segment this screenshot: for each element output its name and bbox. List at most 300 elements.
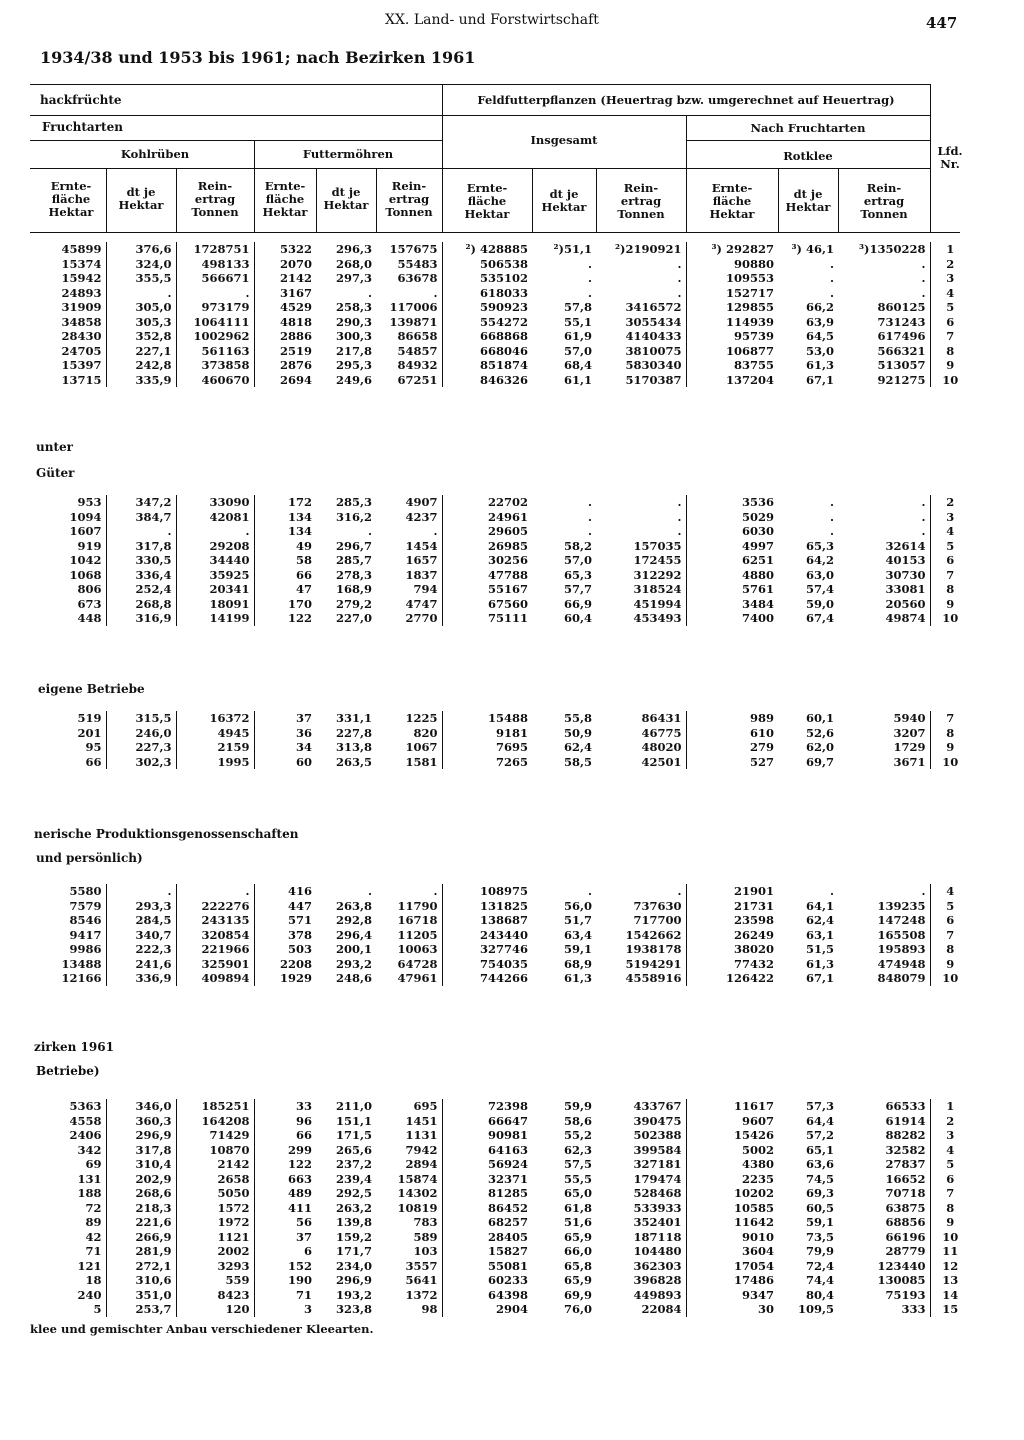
table-cell: 2658 bbox=[176, 1172, 254, 1187]
table-cell: 373858 bbox=[176, 358, 254, 373]
table-cell: 327746 bbox=[479, 942, 528, 956]
table-cell: 1972 bbox=[176, 1215, 254, 1230]
table-cell: 104480 bbox=[596, 1244, 686, 1259]
table-cell: 51,6 bbox=[563, 1215, 592, 1229]
table-cell: 77432 bbox=[733, 956, 774, 971]
table-cell: 336,9 bbox=[106, 971, 176, 986]
table-cell: 10819 bbox=[376, 1201, 442, 1216]
table-cell: . bbox=[829, 256, 834, 271]
data-table bbox=[30, 1099, 970, 1317]
header-col-flaeche: Ernte- fläche Hektar bbox=[262, 179, 308, 219]
table-cell: 131 bbox=[30, 1172, 106, 1187]
row-number-cell: 8 bbox=[946, 1200, 955, 1215]
table-cell: 71 bbox=[30, 1244, 106, 1259]
table-cell: 63,0 bbox=[805, 567, 834, 582]
table-cell: ²) 428885 bbox=[465, 242, 528, 256]
table-cell: 22084 bbox=[596, 1302, 686, 1317]
table-cell: 88282 bbox=[838, 1128, 930, 1143]
table-cell: 409894 bbox=[176, 971, 254, 986]
table-cell: 117006 bbox=[376, 300, 442, 315]
table-cell: . bbox=[829, 271, 834, 285]
table-cell: 66196 bbox=[838, 1230, 930, 1245]
table-cell: 157035 bbox=[596, 539, 686, 554]
table-cell: 164208 bbox=[176, 1114, 254, 1129]
table-cell: 16652 bbox=[838, 1172, 930, 1187]
footnote: klee und gemischter Anbau verschiedener Kleearten. bbox=[30, 1322, 374, 1336]
row-number-cell: 15 bbox=[942, 1302, 959, 1316]
table-cell: 70718 bbox=[838, 1186, 930, 1201]
table-cell: 1995 bbox=[176, 755, 254, 770]
row-number-cell: 6 bbox=[946, 913, 955, 927]
row-number-cell: 2 bbox=[946, 495, 955, 509]
row-number-cell: 5 bbox=[946, 1157, 955, 1171]
table-cell: 336,4 bbox=[106, 568, 176, 583]
table-cell: 278,3 bbox=[335, 567, 372, 582]
table-cell: 4529 bbox=[279, 300, 312, 314]
table-cell: 67251 bbox=[376, 373, 442, 388]
table-cell: 589 bbox=[376, 1230, 442, 1245]
table-cell: 1451 bbox=[376, 1114, 442, 1129]
table-cell: . bbox=[829, 509, 834, 524]
table-cell: 13488 bbox=[30, 957, 106, 972]
row-number-cell: 3 bbox=[946, 1128, 955, 1142]
table-cell: 10063 bbox=[376, 942, 442, 957]
table-cell: 55,5 bbox=[563, 1171, 592, 1186]
table-cell: 120 bbox=[176, 1302, 254, 1317]
row-number-cell: 7 bbox=[946, 1186, 955, 1200]
table-cell: 130085 bbox=[838, 1273, 930, 1288]
table-cell: 65,3 bbox=[805, 538, 834, 553]
table-cell: 114939 bbox=[725, 314, 774, 329]
table-row bbox=[30, 1143, 970, 1158]
table-cell: 51,5 bbox=[805, 942, 834, 956]
header-rotklee: Rotklee bbox=[783, 149, 833, 163]
table-row bbox=[30, 1288, 970, 1303]
table-cell: 292,5 bbox=[335, 1186, 372, 1200]
table-cell: 2142 bbox=[176, 1157, 254, 1172]
table-cell: 302,3 bbox=[106, 755, 176, 770]
table-cell: 59,1 bbox=[563, 942, 592, 956]
table-cell: 240 bbox=[30, 1288, 106, 1303]
table-cell: 139,8 bbox=[335, 1215, 372, 1229]
table-cell: 9417 bbox=[30, 928, 106, 943]
table-cell: 90880 bbox=[733, 256, 774, 271]
table-cell: 376,6 bbox=[106, 242, 176, 257]
table-cell: 2770 bbox=[376, 611, 442, 626]
table-cell: 783 bbox=[376, 1215, 442, 1230]
table-cell: 56924 bbox=[487, 1157, 528, 1171]
table-cell: 9986 bbox=[30, 942, 106, 957]
table-row bbox=[30, 329, 970, 344]
table-cell: 64,5 bbox=[805, 329, 834, 343]
table-row bbox=[30, 373, 970, 388]
table-cell: 1728751 bbox=[176, 242, 254, 257]
table-cell: 1572 bbox=[176, 1201, 254, 1216]
table-cell: 63,6 bbox=[805, 1157, 834, 1171]
table-cell: 28405 bbox=[487, 1229, 528, 1244]
table-cell: 66533 bbox=[838, 1099, 930, 1114]
table-cell: 447 bbox=[287, 898, 312, 913]
table-cell: 64728 bbox=[376, 957, 442, 972]
table-cell: 22702 bbox=[487, 495, 528, 509]
table-cell: 15397 bbox=[30, 358, 106, 373]
table-cell: 185251 bbox=[176, 1099, 254, 1114]
table-cell: . bbox=[176, 524, 254, 539]
table-row bbox=[30, 740, 970, 755]
table-cell: 1131 bbox=[376, 1128, 442, 1143]
table-cell: 453493 bbox=[596, 611, 686, 626]
table-cell: 293,3 bbox=[106, 899, 176, 914]
table-cell: 50,9 bbox=[563, 725, 592, 740]
table-cell: 61,3 bbox=[805, 358, 834, 372]
row-number-cell: 6 bbox=[946, 314, 955, 329]
table-row bbox=[30, 1230, 970, 1245]
row-number-cell: 9 bbox=[946, 358, 955, 372]
table-cell: 279 bbox=[749, 740, 774, 754]
table-cell: 2904 bbox=[495, 1302, 528, 1316]
header-col-rein: Rein- ertrag Tonnen bbox=[617, 181, 665, 221]
table-cell: 6030 bbox=[741, 524, 774, 538]
table-cell: 362303 bbox=[596, 1259, 686, 1274]
table-cell: 69,3 bbox=[805, 1186, 834, 1200]
row-number-cell: 7 bbox=[946, 927, 955, 942]
table-cell: 351,0 bbox=[106, 1288, 176, 1303]
table-cell: 86452 bbox=[487, 1200, 528, 1215]
table-row bbox=[30, 1302, 970, 1317]
table-cell: 131825 bbox=[479, 898, 528, 913]
table-cell: 190 bbox=[287, 1273, 312, 1287]
header-col-dt: dt je Hektar bbox=[323, 185, 369, 212]
table-cell: 285,3 bbox=[335, 495, 372, 509]
section-sublabel: Güter bbox=[36, 466, 75, 480]
header-fruchtarten: Fruchtarten bbox=[42, 120, 123, 134]
table-cell: 851874 bbox=[479, 358, 528, 372]
table-cell: . bbox=[829, 495, 834, 509]
table-cell: 243135 bbox=[176, 913, 254, 928]
table-cell: 218,3 bbox=[106, 1201, 176, 1216]
row-number-cell: 3 bbox=[946, 509, 955, 524]
table-cell: 61914 bbox=[838, 1114, 930, 1129]
table-cell: 1225 bbox=[376, 711, 442, 726]
table-cell: 30730 bbox=[838, 568, 930, 583]
table-cell: 75111 bbox=[487, 611, 528, 625]
table-cell: 335,9 bbox=[106, 373, 176, 388]
table-cell: 973179 bbox=[176, 300, 254, 315]
table-cell: 16718 bbox=[376, 913, 442, 928]
table-cell: 21901 bbox=[733, 884, 774, 898]
table-cell: 151,1 bbox=[335, 1113, 372, 1128]
table-cell: 58,6 bbox=[563, 1113, 592, 1128]
table-cell: 66,9 bbox=[563, 596, 592, 611]
table-cell: 72,4 bbox=[805, 1258, 834, 1273]
row-number-cell: 5 bbox=[946, 898, 955, 913]
table-cell: 33090 bbox=[176, 495, 254, 510]
table-cell: 313,8 bbox=[335, 740, 372, 754]
table-cell: 222276 bbox=[176, 899, 254, 914]
table-cell: 668868 bbox=[479, 329, 528, 343]
table-cell: 227,3 bbox=[106, 740, 176, 755]
table-cell: 323,8 bbox=[335, 1302, 372, 1316]
table-cell: 252,4 bbox=[106, 582, 176, 597]
table-cell: 285,7 bbox=[335, 553, 372, 567]
table-cell: 15426 bbox=[733, 1128, 774, 1142]
table-cell: 68257 bbox=[487, 1215, 528, 1229]
table-cell: 571 bbox=[287, 913, 312, 927]
table-cell: 67,1 bbox=[805, 372, 834, 387]
table-cell: 61,3 bbox=[563, 971, 592, 985]
table-cell: 342 bbox=[30, 1143, 106, 1158]
table-cell: 108975 bbox=[479, 884, 528, 898]
section-sublabel: Betriebe) bbox=[36, 1064, 100, 1078]
table-cell: 2159 bbox=[176, 740, 254, 755]
table-cell: . bbox=[587, 509, 592, 524]
table-cell: 55,2 bbox=[563, 1128, 592, 1142]
table-cell: 296,4 bbox=[335, 927, 372, 942]
table-cell: 320854 bbox=[176, 928, 254, 943]
table-row bbox=[30, 271, 970, 286]
row-number-cell: 9 bbox=[946, 596, 955, 611]
table-cell: 1042 bbox=[30, 553, 106, 568]
row-number-cell: 9 bbox=[946, 740, 955, 754]
row-number-cell: 6 bbox=[946, 1171, 955, 1186]
table-cell: 67,4 bbox=[805, 611, 834, 625]
table-row bbox=[30, 726, 970, 741]
table-cell: 249,6 bbox=[335, 372, 372, 387]
table-cell: 57,3 bbox=[805, 1099, 834, 1113]
table-cell: 23598 bbox=[733, 913, 774, 927]
table-cell: 32371 bbox=[487, 1171, 528, 1186]
table-row bbox=[30, 510, 970, 525]
table-cell: 26985 bbox=[487, 538, 528, 553]
table-cell: 20341 bbox=[176, 582, 254, 597]
table-cell: 40153 bbox=[838, 553, 930, 568]
table-cell: 243440 bbox=[479, 927, 528, 942]
table-cell: 86431 bbox=[596, 711, 686, 726]
table-cell: 58 bbox=[295, 553, 312, 567]
table-cell: 268,8 bbox=[106, 597, 176, 612]
table-cell: 528468 bbox=[596, 1186, 686, 1201]
table-cell: 474948 bbox=[838, 957, 930, 972]
table-cell: 3604 bbox=[741, 1244, 774, 1258]
table-cell: 137204 bbox=[725, 372, 774, 387]
table-cell: 754035 bbox=[479, 956, 528, 971]
table-cell: 126422 bbox=[725, 971, 774, 985]
table-cell: 61,8 bbox=[563, 1200, 592, 1215]
table-cell: ³) 292827 bbox=[711, 242, 774, 256]
table-cell: 347,2 bbox=[106, 495, 176, 510]
table-cell: 4237 bbox=[376, 510, 442, 525]
table-cell: 211,0 bbox=[335, 1099, 372, 1113]
table-row bbox=[30, 899, 970, 914]
table-cell: 258,3 bbox=[335, 300, 372, 314]
table-cell: 35925 bbox=[176, 568, 254, 583]
table-cell: 68856 bbox=[838, 1215, 930, 1230]
table-cell: 95 bbox=[30, 740, 106, 755]
row-number-cell: 7 bbox=[946, 329, 955, 343]
table-cell: 45899 bbox=[30, 242, 106, 257]
table-row bbox=[30, 1128, 970, 1143]
table-cell: 13715 bbox=[30, 373, 106, 388]
table-cell: 561163 bbox=[176, 344, 254, 359]
table-cell: 66,0 bbox=[563, 1244, 592, 1258]
table-cell: 65,9 bbox=[563, 1273, 592, 1287]
table-cell: 663 bbox=[287, 1171, 312, 1186]
row-number-cell: 4 bbox=[946, 884, 955, 898]
table-cell: 72 bbox=[30, 1201, 106, 1216]
table-cell: 29208 bbox=[176, 539, 254, 554]
table-cell: 30256 bbox=[487, 553, 528, 567]
table-cell: 165508 bbox=[838, 928, 930, 943]
table-cell: 330,5 bbox=[106, 553, 176, 568]
table-cell: 355,5 bbox=[106, 271, 176, 286]
table-cell: 717700 bbox=[596, 913, 686, 928]
table-cell: 9607 bbox=[741, 1113, 774, 1128]
table-subtitle: 1934/38 und 1953 bis 1961; nach Bezirken 1961 bbox=[40, 48, 476, 67]
table-cell: 8423 bbox=[176, 1288, 254, 1303]
row-number-cell: 10 bbox=[942, 611, 959, 625]
table-cell: 1729 bbox=[838, 740, 930, 755]
table-cell: 242,8 bbox=[106, 358, 176, 373]
table-cell: 3810075 bbox=[596, 344, 686, 359]
table-cell: 316,2 bbox=[335, 509, 372, 524]
table-cell: 89 bbox=[30, 1215, 106, 1230]
table-cell: 848079 bbox=[838, 971, 930, 986]
table-cell: 21731 bbox=[733, 898, 774, 913]
table-cell: 157675 bbox=[376, 242, 442, 257]
table-cell: 4558916 bbox=[596, 971, 686, 986]
row-number-cell: 4 bbox=[946, 524, 955, 538]
table-row bbox=[30, 1157, 970, 1172]
table-cell: 268,6 bbox=[106, 1186, 176, 1201]
table-cell: 123440 bbox=[838, 1259, 930, 1274]
table-cell: 3536 bbox=[741, 495, 774, 509]
table-cell: 134 bbox=[287, 509, 312, 524]
header-col-dt: dt je Hektar bbox=[541, 187, 587, 214]
table-cell: 352,8 bbox=[106, 329, 176, 344]
table-cell: 506538 bbox=[479, 256, 528, 271]
table-cell: 296,3 bbox=[335, 242, 372, 256]
table-cell: 34440 bbox=[176, 553, 254, 568]
table-cell: 18091 bbox=[176, 597, 254, 612]
table-cell: 26249 bbox=[733, 927, 774, 942]
table-cell: 67,1 bbox=[805, 971, 834, 985]
row-number-cell: 2 bbox=[946, 256, 955, 271]
table-cell: 860125 bbox=[838, 300, 930, 315]
table-cell: 62,3 bbox=[563, 1142, 592, 1157]
table-cell: 10870 bbox=[176, 1143, 254, 1158]
table-cell: 109,5 bbox=[797, 1302, 834, 1316]
table-cell: . bbox=[587, 884, 592, 898]
table-cell: 172455 bbox=[596, 553, 686, 568]
row-number-cell: 1 bbox=[946, 242, 955, 256]
table-cell: 57,0 bbox=[563, 553, 592, 567]
table-cell: 71 bbox=[295, 1287, 312, 1302]
table-row bbox=[30, 942, 970, 957]
table-cell: . bbox=[587, 256, 592, 271]
table-cell: 15874 bbox=[376, 1172, 442, 1187]
table-cell: 668046 bbox=[479, 343, 528, 358]
table-cell: 1938178 bbox=[596, 942, 686, 957]
table-row bbox=[30, 1099, 970, 1114]
table-cell: 86658 bbox=[376, 329, 442, 344]
table-cell: 64,2 bbox=[805, 553, 834, 567]
table-cell: 227,1 bbox=[106, 344, 176, 359]
table-cell: 96 bbox=[295, 1113, 312, 1128]
table-cell: . bbox=[829, 285, 834, 300]
table-cell: 3557 bbox=[376, 1259, 442, 1274]
table-cell: 200,1 bbox=[335, 942, 372, 956]
row-number-cell: 8 bbox=[946, 343, 955, 358]
table-cell: 610 bbox=[749, 725, 774, 740]
header-feldfutter: Feldfutterpflanzen (Heuertrag bzw. umgerechnet auf Heuertrag) bbox=[477, 93, 895, 107]
table-cell: 378 bbox=[287, 927, 312, 942]
table-cell: 1929 bbox=[279, 971, 312, 985]
table-cell: 138687 bbox=[479, 913, 528, 927]
table-cell: 7942 bbox=[376, 1143, 442, 1158]
row-number-cell: 5 bbox=[946, 300, 955, 314]
table-cell: 310,4 bbox=[106, 1157, 176, 1172]
table-cell: 737630 bbox=[596, 899, 686, 914]
table-cell: 47788 bbox=[487, 567, 528, 582]
table-cell: 63,9 bbox=[805, 314, 834, 329]
table-cell: 57,8 bbox=[563, 300, 592, 314]
table-cell: 56,0 bbox=[563, 898, 592, 913]
header-col-rein: Rein- ertrag Tonnen bbox=[191, 179, 239, 219]
table-cell: 433767 bbox=[596, 1099, 686, 1114]
table-cell: . bbox=[596, 495, 686, 510]
table-cell: 33081 bbox=[838, 582, 930, 597]
table-cell: ³)1350228 bbox=[838, 242, 930, 257]
table-cell: 57,4 bbox=[805, 582, 834, 596]
table-cell: 172 bbox=[287, 495, 312, 509]
table-cell: 134 bbox=[287, 524, 312, 538]
table-cell: 71429 bbox=[176, 1128, 254, 1143]
table-cell: 60233 bbox=[487, 1273, 528, 1287]
table-cell: 53,0 bbox=[805, 343, 834, 358]
table-cell: 5940 bbox=[838, 711, 930, 726]
table-row bbox=[30, 553, 970, 568]
table-cell: 17486 bbox=[733, 1273, 774, 1287]
table-cell: 80,4 bbox=[805, 1287, 834, 1302]
table-cell: 106877 bbox=[725, 343, 774, 358]
table-cell: 65,0 bbox=[563, 1186, 592, 1200]
header-col-dt: dt je Hektar bbox=[785, 187, 831, 214]
table-cell: 451994 bbox=[596, 597, 686, 612]
table-cell: 63678 bbox=[376, 271, 442, 286]
table-cell: . bbox=[587, 271, 592, 285]
table-cell: 2208 bbox=[279, 956, 312, 971]
table-cell: 695 bbox=[376, 1099, 442, 1114]
table-cell: 139235 bbox=[838, 899, 930, 914]
table-cell: 68,9 bbox=[563, 956, 592, 971]
table-cell: 64163 bbox=[487, 1142, 528, 1157]
table-cell: 64398 bbox=[487, 1287, 528, 1302]
table-cell: 5580 bbox=[30, 884, 106, 899]
table-row bbox=[30, 358, 970, 373]
table-row bbox=[30, 315, 970, 330]
table-cell: 2002 bbox=[176, 1244, 254, 1259]
table-cell: 66 bbox=[295, 567, 312, 582]
table-cell: 55483 bbox=[376, 257, 442, 272]
table-row bbox=[30, 755, 970, 770]
row-number-cell: 7 bbox=[946, 567, 955, 582]
table-cell: 953 bbox=[30, 495, 106, 510]
table-cell: 300,3 bbox=[335, 329, 372, 343]
header-nach-fruchtarten: Nach Fruchtarten bbox=[750, 121, 866, 135]
table-cell: 6 bbox=[303, 1244, 312, 1258]
table-cell: 49874 bbox=[838, 611, 930, 626]
table-cell: 11617 bbox=[733, 1099, 774, 1113]
